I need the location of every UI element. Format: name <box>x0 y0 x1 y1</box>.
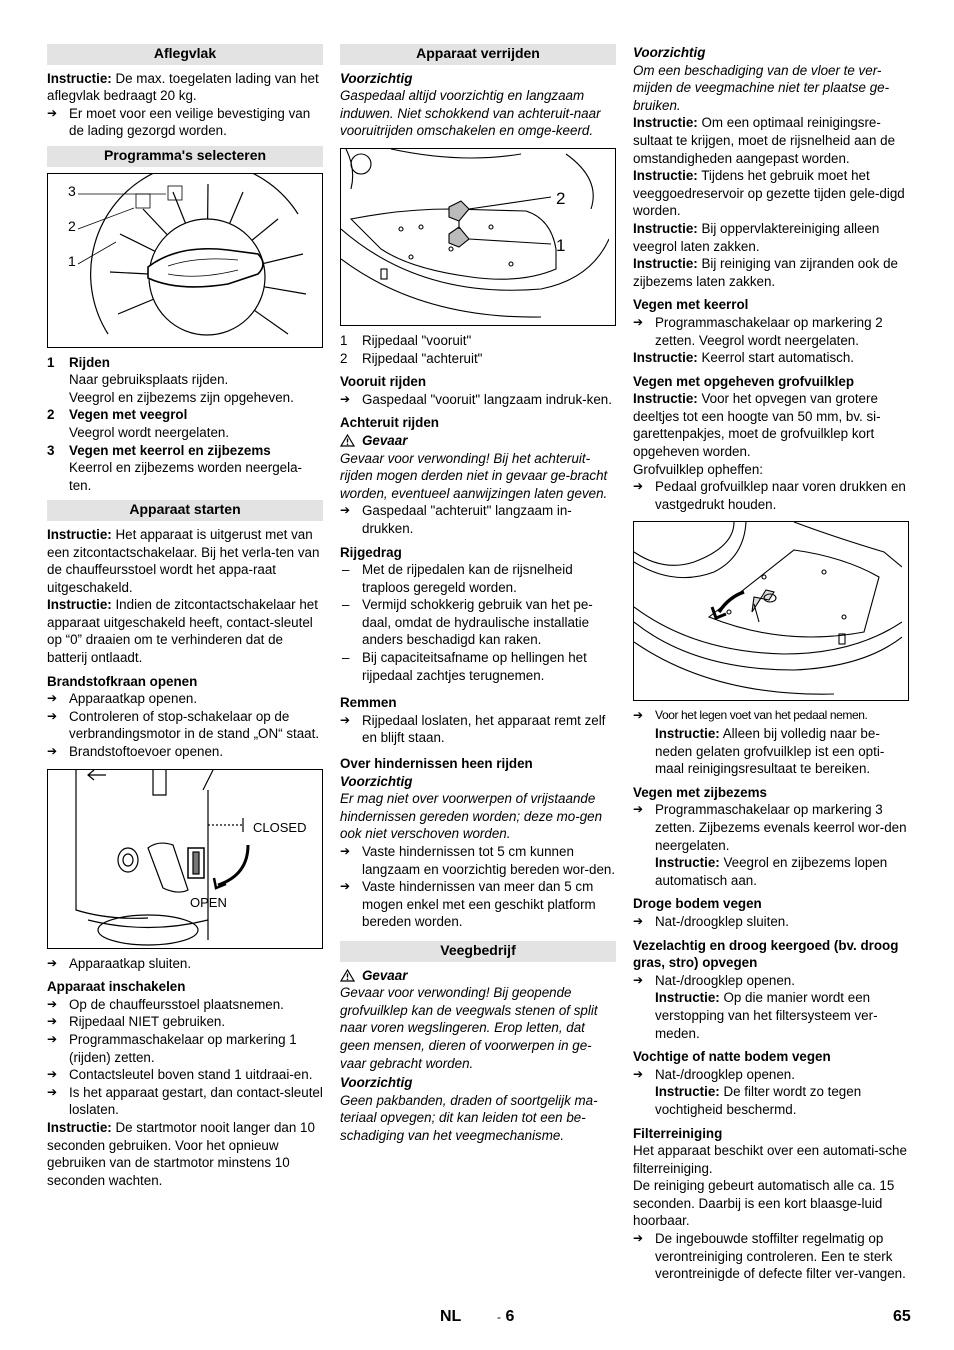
section-heading-aflegvlak: Aflegvlak <box>47 44 323 65</box>
instruction: Instructie: Veegrol en zijbezems lopen automatisch aan. <box>655 855 888 888</box>
subheading: Vegen met opgeheven grofvuilklep <box>633 373 854 389</box>
warning-triangle-icon <box>340 434 355 447</box>
instruction: Instructie: Alleen bij volledig naar be-neden gelaten grofvuilklep ist een opti-maal reinigingsresultaat te bereiken. <box>655 726 885 777</box>
step: ➔ Is het apparaat gestart, dan contact-sleutel loslaten. <box>47 1084 323 1119</box>
debris-flap-illustration <box>634 522 902 700</box>
subheading: Brandstofkraan openen <box>47 673 198 689</box>
step: ➔ Programmaschakelaar op markering 1 (rijden) zetten. <box>47 1031 323 1066</box>
danger-text: Gevaar voor verwonding! Bij geopende grofvuilklep kan de veegwals stenen of split naar voren wegslingeren. Erop letten, dat geen mensen, dieren of voorwerpen in ge-vaar gebracht worden. <box>340 985 598 1071</box>
danger-heading: Gevaar <box>340 432 616 450</box>
step: ➔ Nat-/droogklep openen. <box>633 972 909 990</box>
step: ➔ Rijpedaal NIET gebruiken. <box>47 1013 323 1031</box>
fuel-valve-illustration <box>48 770 316 948</box>
callout-1: 1 <box>556 235 566 255</box>
step: ➔ Rijpedaal loslaten, het apparaat remt zelf en blijft staan. <box>340 712 616 747</box>
danger-heading: Gevaar <box>340 967 616 985</box>
step: ➔ Apparaatkap openen. <box>47 690 323 708</box>
section-heading-starten: Apparaat starten <box>47 500 323 521</box>
drive-pedals-illustration <box>341 149 609 325</box>
program-item: 1 Rijden Naar gebruiksplaats rijden. Veegrol en zijbezems zijn opgeheven. <box>47 354 294 405</box>
subheading: Over hindernissen heen rijden <box>340 756 533 772</box>
subheading: Vezelachtig en droog keergoed (bv. droog gras, stro) opvegen <box>633 937 899 971</box>
instruction: Instructie: De startmotor nooit langer dan 10 seconden gebruiken. Voor het opnieuw gebruiken van de startmotor minstens 10 seconden wachten. <box>47 1119 315 1188</box>
instruction: Instructie: Bij oppervlaktereiniging alleen veegrol laten zakken. <box>633 220 880 254</box>
subheading: Apparaat inschakelen <box>47 979 186 995</box>
text: Grofvuilklep opheffen: <box>633 461 764 477</box>
subheading: Rijgedrag <box>340 544 402 560</box>
instruction: Instructie: De max. toegelaten lading van het aflegvlak bedraagt 20 kg. <box>47 70 319 104</box>
instruction: Instructie: De filter wordt zo tegen vochtigheid beschermd. <box>655 1084 862 1117</box>
drive-pedals-figure <box>340 148 616 326</box>
instruction: Instructie: Tijdens het gebruik moet het veeggoedreservoir op gezette tijden gele-digd worden. <box>633 168 905 219</box>
section-heading-veegbedrijf: Veegbedrijf <box>340 941 616 962</box>
step: ➔ Er moet voor een veilige bevestiging van de lading gezorgd worden. <box>47 105 323 140</box>
step: ➔ Nat-/droogklep sluiten. <box>633 913 909 931</box>
instruction: Instructie: Om een optimaal reinigingsre-sultaat te krijgen, moet de rijsnelheid aan de omstandigheden aangepast worden. <box>633 115 896 166</box>
section-heading-verrijden: Apparaat verrijden <box>340 44 616 65</box>
instruction: Instructie: Keerrol start automatisch. <box>633 350 855 366</box>
subheading: Vegen met zijbezems <box>633 784 767 800</box>
text: De reiniging gebeurt automatisch alle ca. 15 seconden. Daarbij is een kort blaasge-luid hoorbaar. <box>633 1178 895 1229</box>
step: ➔ Programmaschakelaar op markering 3 zetten. Zijbezems evenals keerrol wor-den neergelaten. <box>633 801 909 854</box>
step: ➔ Programmaschakelaar op markering 2 zetten. Veegrol wordt neergelaten. <box>633 314 909 349</box>
danger-text: Gevaar voor verwonding! Bij het achteruit-rijden mogen derden niet in gevaar ge-bracht worden, eventueel aanwijzingen laten geven. <box>340 450 608 501</box>
subheading: Vooruit rijden <box>340 374 427 390</box>
legend-item: 2 Rijpedaal "achteruit" <box>340 350 483 366</box>
program-switch-illustration <box>48 174 322 347</box>
instruction: Instructie: Voor het opvegen van grotere deeltjes tot een hoogte van 50 mm, bv. si-garettenpakjes, moet de grofvuilklep kort opgeheven worden. <box>633 391 881 460</box>
debris-flap-figure <box>633 521 909 701</box>
caution-text: Er mag niet over voorwerpen of vrijstaande hindernissen gereden worden; deze mo-gen ook niet verschoven worden. <box>340 791 603 842</box>
instruction: Instructie: Op die manier wordt een verstopping van het filtersysteem ver-meden. <box>655 990 878 1041</box>
footer-page-sub: - 6 <box>497 1308 515 1325</box>
subheading: Achteruit rijden <box>340 415 439 431</box>
program-switch-figure <box>47 173 323 348</box>
step: ➔ Vaste hindernissen tot 5 cm kunnen langzaam en voorzichtig bereden wor-den. <box>340 843 616 878</box>
step: ➔ Contactsleutel boven stand 1 uitdraai-en. <box>47 1066 323 1084</box>
column-3 <box>633 44 909 1283</box>
callout-2: 2 <box>68 217 76 234</box>
step: ➔ Gaspedaal "vooruit" langzaam indruk-ken. <box>340 391 616 409</box>
warning-triangle-icon <box>340 969 355 982</box>
caution-text: Gaspedaal altijd voorzichtig en langzaam induwen. Niet schokkend van achteruit-naar vooruitrijden omschakelen en omge-keerd. <box>340 88 601 139</box>
step: ➔ Apparaatkap sluiten. <box>47 955 323 973</box>
program-item: 3 Vegen met keerrol en zijbezems Keerrol en zijbezems worden neergela-ten. <box>47 442 302 493</box>
list-item: – Bij capaciteitsafname op hellingen het rijpedaal zachtjes terugnemen. <box>340 649 616 684</box>
step: ➔ Voor het legen voet van het pedaal nemen. <box>633 707 909 725</box>
list-item: – Met de rijpedalen kan de rijsnelheid traploos geregeld worden. <box>340 561 616 596</box>
step: ➔ Pedaal grofvuilklep naar voren drukken en vastgedrukt houden. <box>633 478 909 513</box>
callout-3: 3 <box>68 182 76 199</box>
step: ➔ Op de chauffeursstoel plaatsnemen. <box>47 996 323 1014</box>
step: ➔ Controleren of stop-schakelaar op de verbrandingsmotor in de stand „ON“ staat. <box>47 708 323 743</box>
text: Het apparaat beschikt over een automati-sche filterreiniging. <box>633 1143 907 1176</box>
footer-page-number: 65 <box>893 1308 911 1325</box>
caution-heading: Voorzichtig <box>633 45 706 60</box>
subheading: Remmen <box>340 695 397 711</box>
callout-2: 2 <box>556 188 566 208</box>
footer-language: NL <box>440 1308 462 1325</box>
step: ➔ Gaspedaal "achteruit" langzaam in-drukken. <box>340 502 616 537</box>
label-closed: CLOSED <box>253 819 307 835</box>
section-heading-programma: Programma's selecteren <box>47 146 323 167</box>
instruction: Instructie: Bij reiniging van zijranden ook de zijbezems laten zakken. <box>633 256 898 289</box>
subheading: Vegen met keerrol <box>633 297 749 313</box>
step: ➔ Brandstoftoevoer openen. <box>47 743 323 761</box>
column-2 <box>340 44 616 1145</box>
subheading: Filterreiniging <box>633 1125 723 1141</box>
legend-item: 1 Rijpedaal "vooruit" <box>340 332 472 348</box>
step: ➔ Nat-/droogklep openen. <box>633 1066 909 1084</box>
label-open: OPEN <box>190 894 227 910</box>
list-item: – Vermijd schokkerig gebruik van het pe-daal, omdat de hydraulische installatie anders beschadigd kan raken. <box>340 596 616 649</box>
instruction: Instructie: Het apparaat is uitgerust met van een zitcontactschakelaar. Bij het verla-ten van de chauffeursstoel wordt het appa-raat uitgeschakeld. <box>47 526 320 595</box>
program-item: 2 Vegen met veegrol Veegrol wordt neergelaten. <box>47 407 230 440</box>
step: ➔ De ingebouwde stoffilter regelmatig op verontreiniging controleren. Een te sterk verontreinigde of defecte filter ver-vangen. <box>633 1230 909 1283</box>
instruction: Instructie: Indien de zitcontactschakelaar het apparaat uitgeschakeld heeft, contact-sleutel op “0” draaien om te verhinderen dat de batterij ontlaadt. <box>47 597 318 666</box>
column-1 <box>47 44 323 1189</box>
caution-heading: Voorzichtig <box>340 773 413 789</box>
fuel-valve-figure <box>47 769 323 949</box>
callout-1: 1 <box>68 252 76 269</box>
caution-heading: Voorzichtig <box>340 1075 413 1091</box>
program-list <box>47 354 323 495</box>
subheading: Droge bodem vegen <box>633 896 762 912</box>
caution-text: Om een beschadiging van de vloer te ver-mijden de veegmachine niet ter plaatse ge-bruiken. <box>633 62 890 113</box>
caution-text: Geen pakbanden, draden of soortgelijk ma-teriaal opvegen; dit kan leiden tot een be-schadiging van het veegmechanisme. <box>340 1092 598 1143</box>
caution-heading: Voorzichtig <box>340 70 413 86</box>
subheading: Vochtige of natte bodem vegen <box>633 1049 831 1065</box>
step: ➔ Vaste hindernissen van meer dan 5 cm mogen enkel met een geschikt platform bereden worden. <box>340 878 616 931</box>
